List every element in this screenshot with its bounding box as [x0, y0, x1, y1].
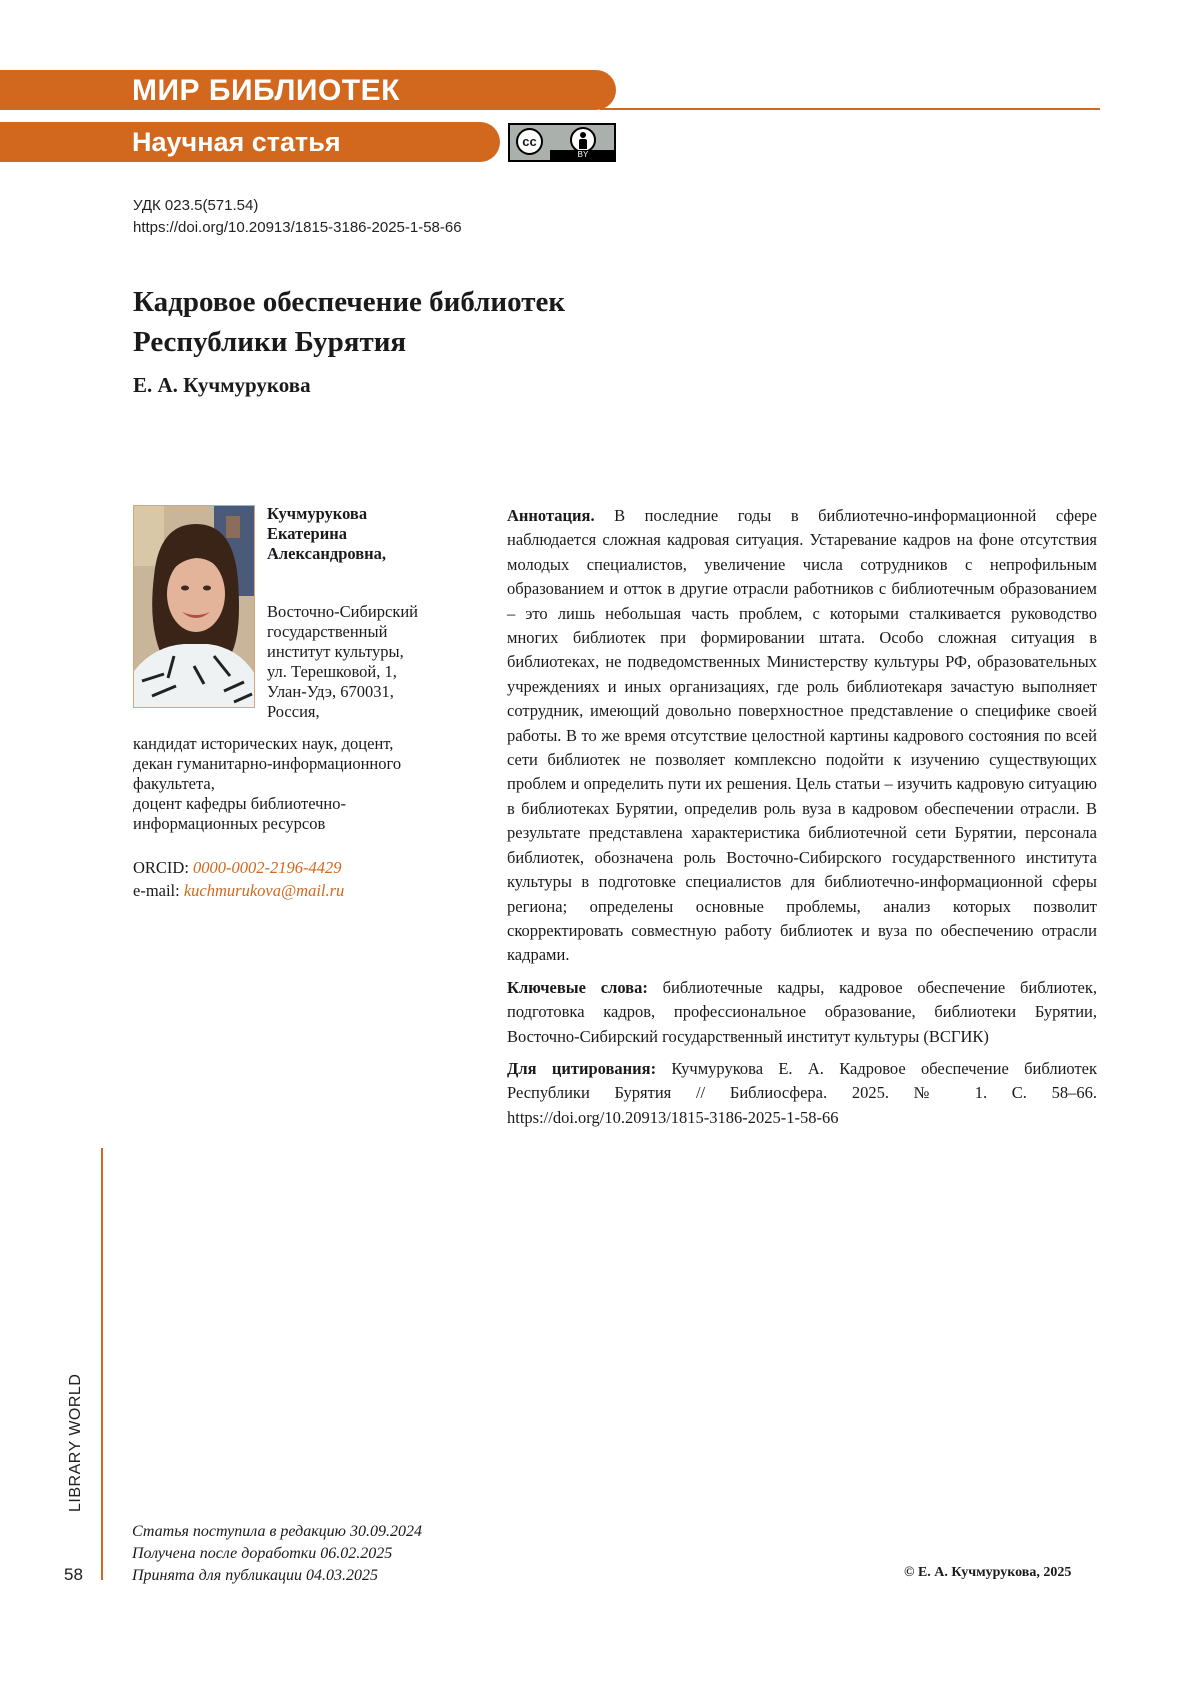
author-full-name	[267, 504, 477, 564]
abstract-label: Аннотация.	[507, 506, 595, 525]
citation	[507, 1057, 1097, 1130]
page-number: 58	[64, 1565, 83, 1585]
affiliation-line: Восточно-Сибирский	[267, 602, 477, 622]
citation-text: Кучмурукова Е. А. Кадровое обеспечение библиотек Республики Бурятия // Библиосфера. 2025. № 1. С. 58–66.	[507, 1059, 1097, 1102]
doi-link[interactable]: https://doi.org/10.20913/1815-3186-2025-1-58-66	[133, 217, 462, 239]
affiliation-line: институт культуры,	[267, 642, 477, 662]
email-link[interactable]: kuchmurukova@mail.ru	[184, 881, 344, 900]
cc-by-license-badge[interactable]	[508, 123, 616, 162]
udk: УДК 023.5(571.54)	[133, 195, 462, 217]
author-photo	[133, 505, 255, 708]
keywords	[507, 976, 1097, 1049]
name-line: Александровна,	[267, 544, 477, 564]
received-date: Статья поступила в редакцию 30.09.2024	[132, 1521, 422, 1543]
affiliation-line: Россия,	[267, 702, 477, 722]
copyright: © Е. А. Кучмурукова, 2025	[904, 1565, 1071, 1581]
header-rule	[600, 108, 1100, 110]
orcid-link[interactable]: 0000-0002-2196-4429	[193, 858, 341, 877]
journal-vertical-label: LIBRARY WORLD	[67, 1342, 89, 1512]
abstract	[507, 504, 1097, 968]
abstract-text: В последние годы в библиотечно-информационной сфере наблюдается сложная кадровая ситуация. Устаревание кадров на фоне отсутствия молодых специалистов, увеличение числа сотрудников с непрофильным образованием и отток в другие отрасли работников с библиотечным образованием – это лишь небольшая часть проблем, с которыми сталкивается руководство многих библиотек при формировании штата. Особо сложная ситуация в библиотеках, не подведомственных Министерству культуры РФ, образовательных учреждениях и иных организациях, где роль библиотекаря зачастую выполняет сотрудник, имеющий довольно поверхностное представление о специфике своей работы. В то же время отсутствие целостной картины кадрового состояния по всей сети библиотек не позволяет комплексно подойти к изучению существующих проблем и определить пути их решения. Цель статьи – изучить кадровую ситуацию в библиотеках Бурятии, определив роль вуза в кадровом обеспечении отрасли. В результате представлена характеристика библиотечной сети Бурятии, персонала библиотек, обозначена роль Восточно-Сибирского государственного института культуры в подготовке специалистов для библиотечно-информационной сферы региона; определены основные проблемы, анализ которых позволит скорректировать совместную работу библиотек и вуза по обеспечению отрасли кадрами.	[507, 506, 1097, 964]
degree-line: факультета,	[133, 774, 478, 794]
article-type: Научная статья	[132, 127, 341, 158]
name-line: Екатерина	[267, 524, 477, 544]
degree-line: информационных ресурсов	[133, 814, 478, 834]
article-meta	[133, 195, 462, 239]
author-contacts	[133, 856, 344, 902]
affiliation-line: ул. Терешковой, 1,	[267, 662, 477, 682]
affiliation-line: государственный	[267, 622, 477, 642]
orcid-label: ORCID:	[133, 858, 189, 877]
keywords-text: библиотечные кадры, кадровое обеспечение библиотек, подготовка кадров, профессиональное образование, библиотеки Бурятии, Восточно-Сибирский государственный институт культуры (ВСГИК)	[507, 978, 1097, 1046]
cc-icon: cc	[516, 128, 543, 155]
orcid-row	[133, 856, 344, 879]
email-label: e-mail:	[133, 881, 180, 900]
degree-line: кандидат исторических наук, доцент,	[133, 734, 478, 754]
name-line: Кучмурукова	[267, 504, 477, 524]
author-byline: Е. А. Кучмурукова	[133, 373, 311, 398]
revised-date: Получена после доработки 06.02.2025	[132, 1543, 422, 1565]
degree-line: декан гуманитарно-информационного	[133, 754, 478, 774]
margin-rule	[101, 1148, 103, 1580]
article-type-banner	[0, 122, 500, 162]
keywords-label: Ключевые слова:	[507, 978, 648, 997]
accepted-date: Принята для публикации 04.03.2025	[132, 1565, 422, 1587]
by-label: BY	[550, 150, 616, 160]
author-info	[267, 504, 477, 722]
article-title	[133, 282, 565, 362]
title-line: Кадровое обеспечение библиотек	[133, 282, 565, 322]
title-line: Республики Бурятия	[133, 322, 565, 362]
author-degree	[133, 734, 478, 834]
affiliation-line: Улан-Удэ, 670031,	[267, 682, 477, 702]
degree-line: доцент кафедры библиотечно-	[133, 794, 478, 814]
publication-dates	[132, 1521, 422, 1587]
email-row	[133, 879, 344, 902]
abstract-column	[507, 504, 1097, 1138]
section-title: МИР БИБЛИОТЕК	[132, 74, 400, 108]
author-affiliation	[267, 602, 477, 722]
citation-label: Для цитирования:	[507, 1059, 656, 1078]
section-banner	[0, 70, 616, 110]
citation-doi-link[interactable]: https://doi.org/10.20913/1815-3186-2025-1-58-66	[507, 1108, 839, 1127]
